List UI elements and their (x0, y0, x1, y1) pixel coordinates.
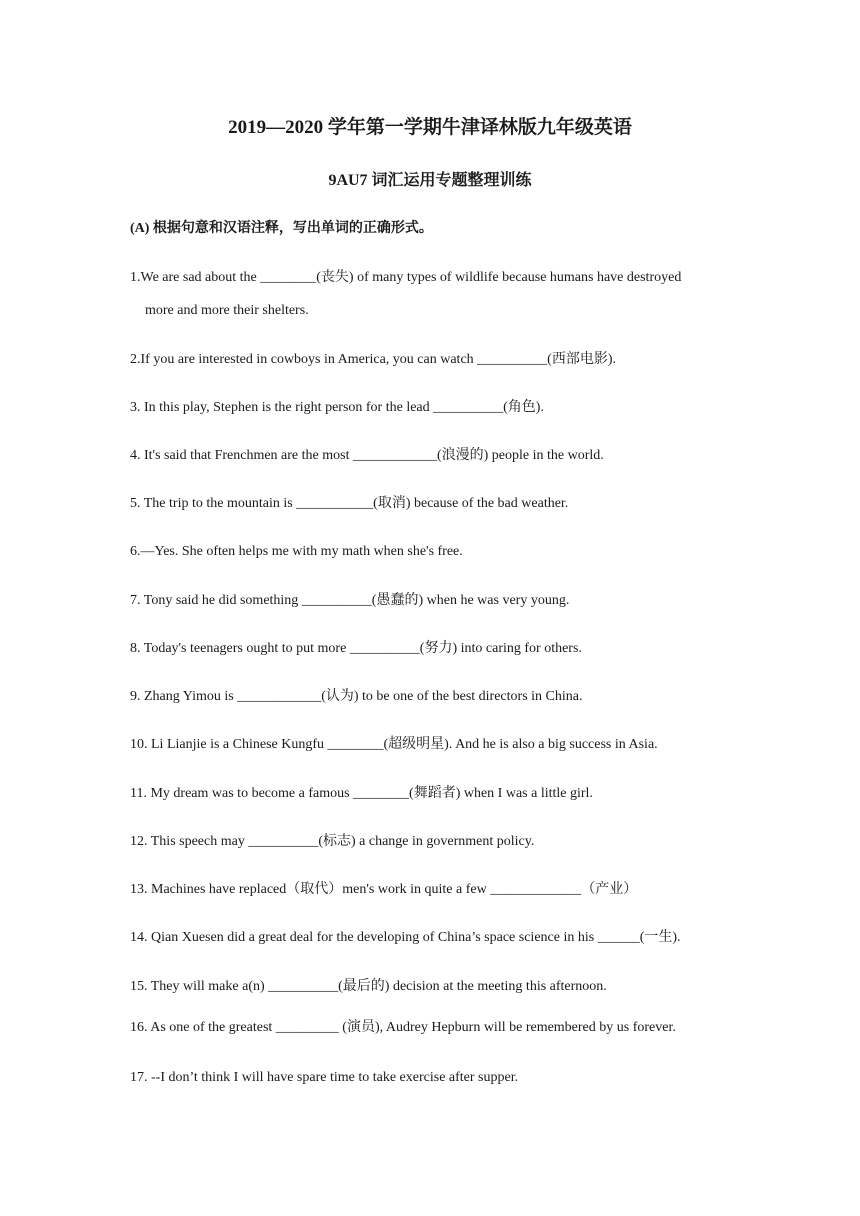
question-17: 17. --I don’t think I will have spare time to take exercise after supper. (130, 1070, 519, 1085)
section-instruction: (A) 根据句意和汉语注释，写出单词的正确形式。 (130, 221, 433, 236)
question-3: 3. In this play, Stephen is the right person for the lead __________(角色). (130, 400, 544, 415)
question-10: 10. Li Lianjie is a Chinese Kungfu ________(超级明星). And he is also a big success in Asia. (130, 737, 658, 752)
question-13: 13. Machines have replaced（取代）men's work in quite a few _____________（产业） (130, 882, 638, 897)
question-16: 16. As one of the greatest _________ (演员), Audrey Hepburn will be remembered by us forever. (130, 1020, 676, 1035)
question-1: 1.We are sad about the ________(丧失) of many types of wildlife because humans have destroyed (130, 270, 682, 285)
question-15: 15. They will make a(n) __________(最后的) decision at the meeting this afternoon. (130, 979, 607, 994)
question-7: 7. Tony said he did something __________(愚蠢的) when he was very young. (130, 593, 570, 608)
question-6: 6.—Yes. She often helps me with my math when she's free. (130, 544, 463, 559)
question-11: 11. My dream was to become a famous ________(舞蹈者) when I was a little girl. (130, 786, 593, 801)
question-5: 5. The trip to the mountain is ___________(取消) because of the bad weather. (130, 496, 569, 511)
question-14: 14. Qian Xuesen did a great deal for the developing of China’s space science in his ______(一生). (130, 930, 681, 945)
question-12: 12. This speech may __________(标志) a change in government policy. (130, 834, 535, 849)
question-1-continuation: more and more their shelters. (145, 303, 309, 318)
question-2: 2.If you are interested in cowboys in America, you can watch __________(西部电影). (130, 352, 616, 367)
question-8: 8. Today's teenagers ought to put more __________(努力) into caring for others. (130, 641, 582, 656)
question-9: 9. Zhang Yimou is ____________(认为) to be one of the best directors in China. (130, 689, 583, 704)
page-subtitle: 9AU7 词汇运用专题整理训练 (328, 172, 532, 189)
page-title: 2019—2020 学年第一学期牛津译林版九年级英语 (228, 117, 632, 138)
question-4: 4. It's said that Frenchmen are the most ____________(浪漫的) people in the world. (130, 448, 604, 463)
